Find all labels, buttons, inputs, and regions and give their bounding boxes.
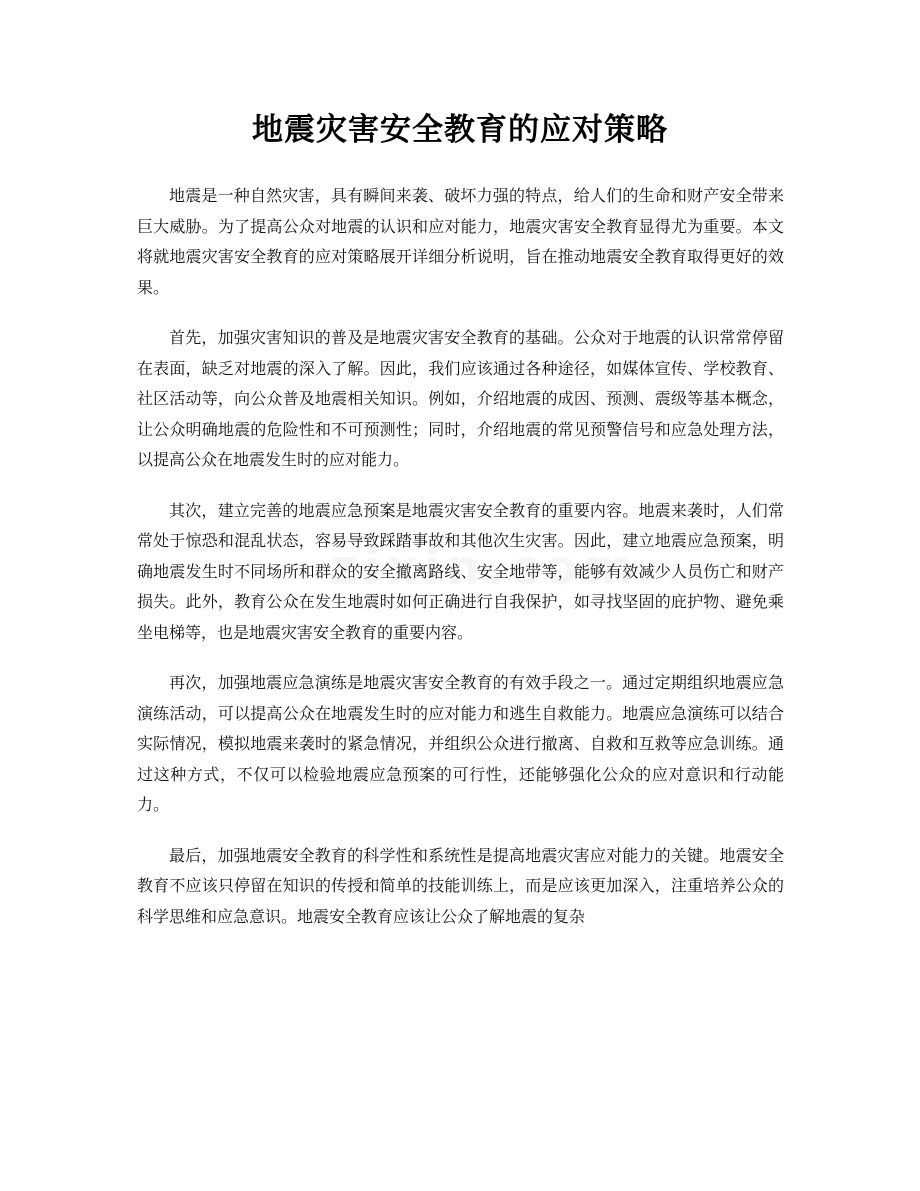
- page-title: 地震灾害安全教育的应对策略: [252, 112, 668, 148]
- document-body: [137, 181, 784, 952]
- paragraph-4: 再次，加强地震应急演练是地震灾害安全教育的有效手段之一。通过定期组织地震应急演练活动，可以提高公众在地震发生时的应对能力和逃生自救能力。地震应急演练可以结合实际情况，模拟地震来袭时的紧急情况，并组织公众进行撤离、自救和互救等应急训练。通过这种方式，不仅可以检验地震应急预案的可行性，还能够强化公众的应对意识和行动能力。: [137, 673, 784, 814]
- paragraph-5: 最后，加强地震安全教育的科学性和系统性是提高地震灾害应对能力的关键。地震安全教育不应该只停留在知识的传授和简单的技能训练上，而是应该更加深入，注重培养公众的科学思维和应急意识。地震安全教育应该让公众了解地震的复杂: [137, 845, 784, 926]
- paragraph-3: 其次，建立完善的地震应急预案是地震灾害安全教育的重要内容。地震来袭时，人们常常处于惊恐和混乱状态，容易导致踩踏事故和其他次生灾害。因此，建立地震应急预案，明确地震发生时不同场所和群众的安全撤离路线、安全地带等，能够有效减少人员伤亡和财产损失。此外，教育公众在发生地震时如何正确进行自我保护，如寻找坚固的庇护物、避免乘坐电梯等，也是地震灾害安全教育的重要内容。: [137, 500, 784, 642]
- paragraph-2: 首先，加强灾害知识的普及是地震灾害安全教育的基础。公众对于地震的认识常常停留在表面，缺乏对地震的深入了解。因此，我们应该通过各种途径，如媒体宣传、学校教育、社区活动等，向公众普及地震相关知识。例如，介绍地震的成因、预测、震级等基本概念，让公众明确地震的危险性和不可预测性；同时，介绍地震的常见预警信号和应急处理方法，以提高公众在地震发生时的应对能力。: [137, 328, 784, 469]
- paragraph-1: 地震是一种自然灾害，具有瞬间来袭、破坏力强的特点，给人们的生命和财产安全带来巨大威胁。为了提高公众对地震的认识和应对能力，地震灾害安全教育显得尤为重要。本文将就地震灾害安全教育的应对策略展开详细分析说明，旨在推动地震安全教育取得更好的效果。: [137, 186, 784, 297]
